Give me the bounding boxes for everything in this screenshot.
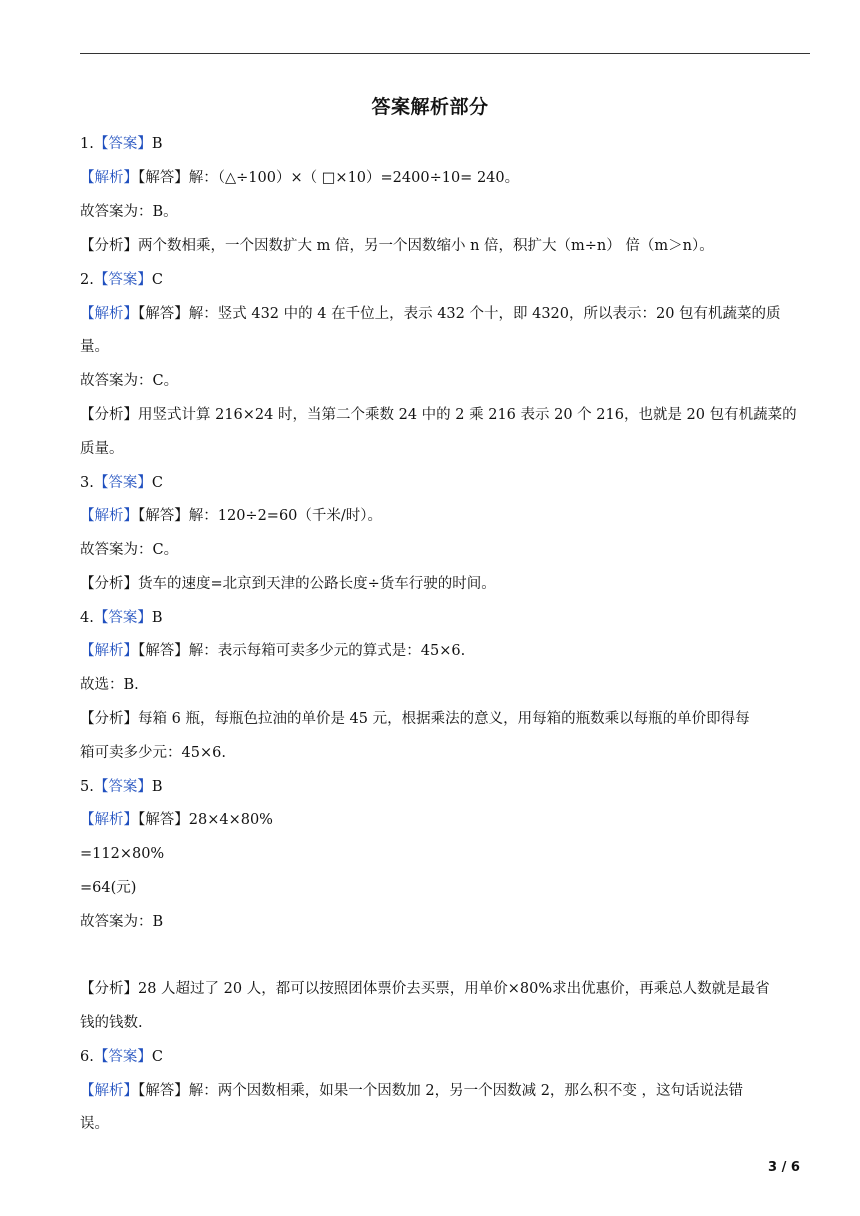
- analysis-tag: 【解析】: [80, 306, 138, 322]
- q5-note-cont: 钱的钱数.: [80, 1015, 143, 1031]
- q5-solution: 【解答】28×4×80%: [138, 812, 273, 828]
- q1-solution-line: [80, 168, 810, 188]
- q4-solution-line: [80, 641, 810, 661]
- q1-number: 1.: [80, 136, 94, 152]
- q6-answer-line: [80, 1047, 810, 1067]
- q4-answer: B: [151, 610, 163, 626]
- q3-answer: C: [151, 475, 163, 491]
- q2-solution-cont: 量。: [80, 339, 109, 355]
- q5-step-1: =112×80%: [80, 846, 165, 862]
- q2-answer: C: [151, 272, 163, 288]
- q3-solution: 【解答】解：120÷2=60（千米/时）。: [138, 508, 383, 524]
- q5-solution-line: [80, 810, 810, 830]
- q2-solution-line: [80, 304, 810, 324]
- analysis-tag: 【解析】: [80, 812, 138, 828]
- q1-answer-line: [80, 134, 810, 154]
- q5-note: 【分析】28 人超过了 20 人，都可以按照团体票价去买票，用单价×80%求出优惠价，再乘总人数就是最省: [80, 981, 770, 997]
- page-number: 3 / 6: [768, 1160, 800, 1175]
- q3-solution-line: [80, 506, 810, 526]
- q3-conclusion: 故答案为：C。: [80, 542, 179, 558]
- answer-tag: 【答案】: [93, 1049, 152, 1065]
- answer-tag: 【答案】: [93, 610, 152, 626]
- q6-answer: C: [151, 1049, 163, 1065]
- q3-number: 3.: [80, 475, 94, 491]
- q5-answer: B: [151, 779, 163, 795]
- q2-solution: 【解答】解：竖式 432 中的 4 在千位上，表示 432 个十，即 4320，所以表示：20 包有机蔬菜的质: [138, 306, 781, 322]
- q4-conclusion: 故选：B.: [80, 677, 139, 693]
- q2-note-cont: 质量。: [80, 441, 124, 457]
- analysis-tag: 【解析】: [80, 508, 138, 524]
- q3-note: 【分析】货车的速度=北京到天津的公路长度÷货车行驶的时间。: [80, 576, 496, 592]
- q5-conclusion: 故答案为：B: [80, 914, 164, 930]
- page-title: 答案解析部分: [371, 96, 489, 118]
- q1-answer: B: [151, 136, 163, 152]
- q2-answer-line: [80, 270, 810, 290]
- q2-conclusion: 故答案为：C。: [80, 373, 179, 389]
- q6-solution-line: [80, 1081, 810, 1101]
- header-rule: [80, 53, 810, 54]
- q1-conclusion: 故答案为：B。: [80, 204, 178, 220]
- analysis-tag: 【解析】: [80, 1083, 138, 1099]
- q4-note-cont: 箱可卖多少元：45×6.: [80, 745, 226, 761]
- q5-number: 5.: [80, 779, 94, 795]
- q3-answer-line: [80, 473, 810, 493]
- answer-tag: 【答案】: [93, 272, 152, 288]
- q6-solution-cont: 误。: [80, 1116, 109, 1132]
- analysis-tag: 【解析】: [80, 170, 138, 186]
- q1-solution: 【解答】解：（△÷100）×（ □×10）=2400÷10= 240。: [138, 170, 520, 186]
- q5-step-2: =64(元): [80, 880, 137, 896]
- q4-answer-line: [80, 608, 810, 628]
- q2-number: 2.: [80, 272, 94, 288]
- q6-solution: 【解答】解：两个因数相乘，如果一个因数加 2，另一个因数减 2，那么积不变 ，这句话说法错: [138, 1083, 744, 1099]
- answer-tag: 【答案】: [93, 475, 152, 491]
- analysis-tag: 【解析】: [80, 643, 138, 659]
- answer-tag: 【答案】: [93, 136, 152, 152]
- q5-answer-line: [80, 777, 810, 797]
- q4-solution: 【解答】解：表示每箱可卖多少元的算式是：45×6.: [138, 643, 466, 659]
- q4-number: 4.: [80, 610, 94, 626]
- q2-note: 【分析】用竖式计算 216×24 时，当第二个乘数 24 中的 2 乘 216 表示 20 个 216，也就是 20 包有机蔬菜的: [80, 407, 797, 423]
- q6-number: 6.: [80, 1049, 94, 1065]
- answer-tag: 【答案】: [93, 779, 152, 795]
- q4-note: 【分析】每箱 6 瓶，每瓶色拉油的单价是 45 元，根据乘法的意义，用每箱的瓶数乘以每瓶的单价即得每: [80, 711, 750, 727]
- q1-note: 【分析】两个数相乘，一个因数扩大 m 倍，另一个因数缩小 n 倍，积扩大（m÷n） 倍（m＞n）。: [80, 238, 714, 254]
